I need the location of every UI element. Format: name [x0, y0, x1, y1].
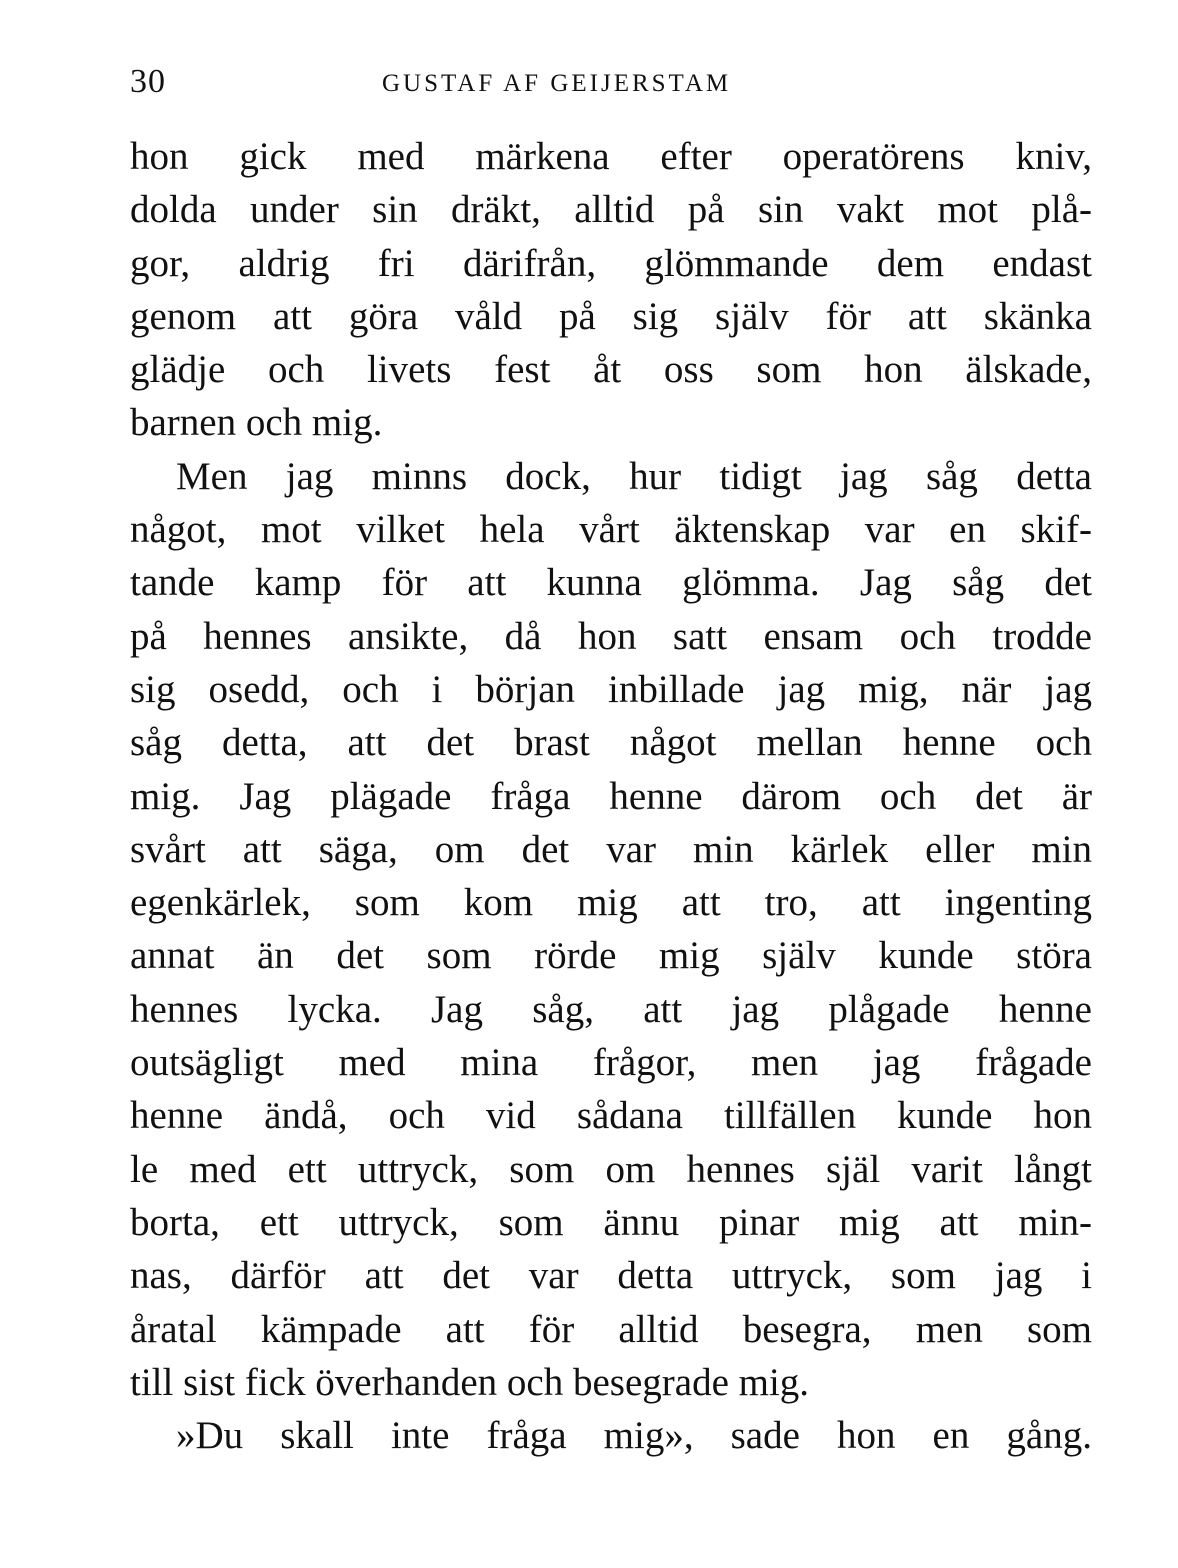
page-number: 30	[130, 63, 166, 100]
text-line: såg detta, att det brast något mellan henne och	[130, 721, 1092, 765]
text-line: barnen och mig.	[130, 401, 383, 445]
text-line: egenkärlek, som kom mig att tro, att ingenting	[130, 881, 1092, 925]
text-line: sig osedd, och i början inbillade jag mig, när jag	[130, 667, 1092, 711]
text-line: mig. Jag plägade fråga henne därom och det är	[130, 774, 1092, 818]
text-line: dolda under sin dräkt, alltid på sin vakt mot plå-	[130, 188, 1092, 232]
text-line: åratal kämpade att för alltid besegra, men som	[130, 1307, 1092, 1351]
text-line: henne ändå, och vid sådana tillfällen kunde hon	[130, 1094, 1092, 1138]
text-line: svårt att säga, om det var min kärlek eller min	[130, 827, 1092, 871]
body-text	[130, 130, 1092, 1462]
text-line: glädje och livets fest åt oss som hon älskade,	[130, 348, 1092, 392]
text-line: Men jag minns dock, hur tidigt jag såg detta	[176, 454, 1092, 498]
text-line: »Du skall inte fråga mig», sade hon en gång.	[176, 1414, 1092, 1458]
text-line: till sist fick överhanden och besegrade mig.	[130, 1360, 810, 1404]
text-line: annat än det som rörde mig själv kunde störa	[130, 934, 1092, 978]
text-line: hennes lycka. Jag såg, att jag plågade henne	[130, 987, 1092, 1031]
text-line: le med ett uttryck, som om hennes själ varit långt	[130, 1147, 1092, 1191]
text-line: tande kamp för att kunna glömma. Jag såg det	[130, 561, 1092, 605]
text-line: nas, därför att det var detta uttryck, som jag i	[130, 1254, 1092, 1298]
text-line: genom att göra våld på sig själv för att skänka	[130, 294, 1092, 338]
text-line: borta, ett uttryck, som ännu pinar mig att min-	[130, 1200, 1092, 1244]
text-line: något, mot vilket hela vårt äktenskap var en skif-	[130, 508, 1092, 552]
text-line: outsägligt med mina frågor, men jag frågade	[130, 1041, 1092, 1085]
running-title: GUSTAF AF GEIJERSTAM	[382, 70, 732, 97]
text-line: på hennes ansikte, då hon satt ensam och trodde	[130, 614, 1092, 658]
running-head	[130, 62, 1092, 102]
text-line: gor, aldrig fri därifrån, glömmande dem endast	[130, 241, 1092, 285]
text-line: hon gick med märkena efter operatörens kniv,	[130, 135, 1092, 178]
